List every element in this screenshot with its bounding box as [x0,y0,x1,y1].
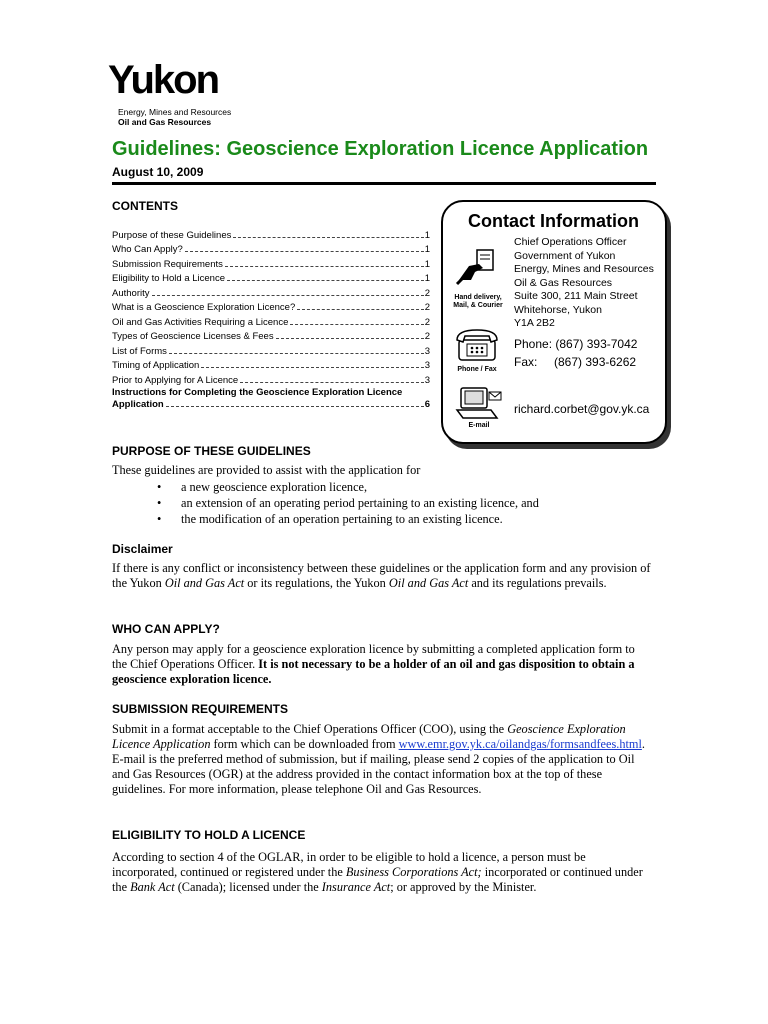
disclaimer-text: If there is any conflict or inconsistency between these guidelines or the application form and any provision of the Yukon Oil and Gas Act or its regulations, the Yukon Oil and Gas Act and its regulations prevails. [112,561,651,590]
list-item: • the modification of an operation pertaining to an existing licence. [157,511,539,527]
toc-item[interactable]: Prior to Applying for A Licence 3 [112,374,430,386]
logo-wordmark: Yukon [108,58,219,102]
toc-item[interactable]: Authority 2 [112,287,430,299]
phone-fax-caption: Phone / Fax [457,366,497,373]
logo-branch: Oil and Gas Resources [118,117,212,127]
title-divider [112,182,656,185]
page-date: August 10, 2009 [112,165,204,179]
email-computer-icon [455,386,503,422]
section-heading-submission: SUBMISSION REQUIREMENTS [112,702,289,716]
toc-item[interactable]: What is a Geoscience Exploration Licence? 2 [112,302,430,313]
yukon-logo [108,60,258,130]
section-heading-eligibility: ELIGIBILITY TO HOLD A LICENCE [112,828,306,842]
toc-item[interactable]: Purpose of these Guidelines 1 [112,229,430,241]
contact-heading: Contact Information [468,211,639,231]
list-item: • an extension of an operating period pertaining to an existing licence, and [157,495,539,511]
forms-and-fees-link[interactable]: www.emr.gov.yk.ca/oilandgas/formsandfees.html [398,737,642,751]
toc-item[interactable]: Timing of Application 3 [112,360,430,371]
hand-delivery-caption: Hand delivery, Mail, & Courier [453,294,503,309]
phone-number[interactable]: (867) 393-7042 [555,337,638,351]
submission-text: Submit in a format acceptable to the Chief Operations Officer (COO), using the Geoscience Exploration Licence Application form which can be downloaded from www.emr.gov.yk.ca/oilandgas/formsandfees.html. E-mail is the preferred method of submission, but if mailing, please send 2 copies of the application to Oil and Gas Resources (OGR) at the address provided in the contact information box at the top of these guidelines. For more information, please telephone Oil and Gas Resources. [112,722,645,796]
toc-item[interactable]: Who Can Apply? 1 [112,244,430,255]
toc-item[interactable]: Types of Geoscience Licenses & Fees 2 [112,331,430,342]
email-caption: E-mail [468,422,490,429]
eligibility-text: According to section 4 of the OGLAR, in order to be eligible to hold a licence, a person must be incorporated, continued or registered under the Business Corporations Act; incorporated or continued under the Bank Act (Canada); licensed under the Insurance Act; or approved by the Minister. [112,850,643,894]
contact-email[interactable]: richard.corbet@gov.yk.ca [514,402,650,416]
section-heading-who-can-apply: WHO CAN APPLY? [112,622,220,636]
who-can-apply-text: Any person may apply for a geoscience exploration licence by submitting a completed application form to the Chief Operations Officer. It is not necessary to be a holder of an oil and gas disposition to obtain a geoscience exploration licence. [112,642,635,686]
toc-item-instructions[interactable]: Instructions for Completing the Geoscience Exploration Licence Application 6 [112,386,430,410]
logo-department: Energy, Mines and Resources [118,107,232,117]
toc-item[interactable]: Submission Requirements 1 [112,258,430,270]
page-title: Guidelines: Geoscience Exploration Licence Application [112,138,649,160]
list-item: • a new geoscience exploration licence, [157,479,539,495]
contents-heading: CONTENTS [112,199,178,213]
contact-address: Chief Operations Officer Government of Yukon Energy, Mines and Resources Oil & Gas Resources Suite 300, 211 Main Street Whitehorse, Yukon Y1A 2B2 [514,236,654,329]
hand-delivery-icon [455,246,499,286]
contact-phone-fax: Phone: (867) 393-7042 Fax: (867) 393-6262 [514,337,638,369]
toc-item[interactable]: Eligibility to Hold a Licence 1 [112,273,430,284]
toc-item[interactable]: Oil and Gas Activities Requiring a Licence 2 [112,316,430,328]
table-of-contents [112,227,430,411]
fax-number: (867) 393-6262 [554,355,637,369]
toc-item[interactable]: List of Forms 3 [112,345,430,357]
purpose-intro: These guidelines are provided to assist with the application for [112,463,421,477]
section-heading-purpose: PURPOSE OF THESE GUIDELINES [112,444,311,458]
phone-fax-icon [453,326,501,362]
purpose-bullet-list [157,479,539,527]
section-heading-disclaimer: Disclaimer [112,542,173,556]
